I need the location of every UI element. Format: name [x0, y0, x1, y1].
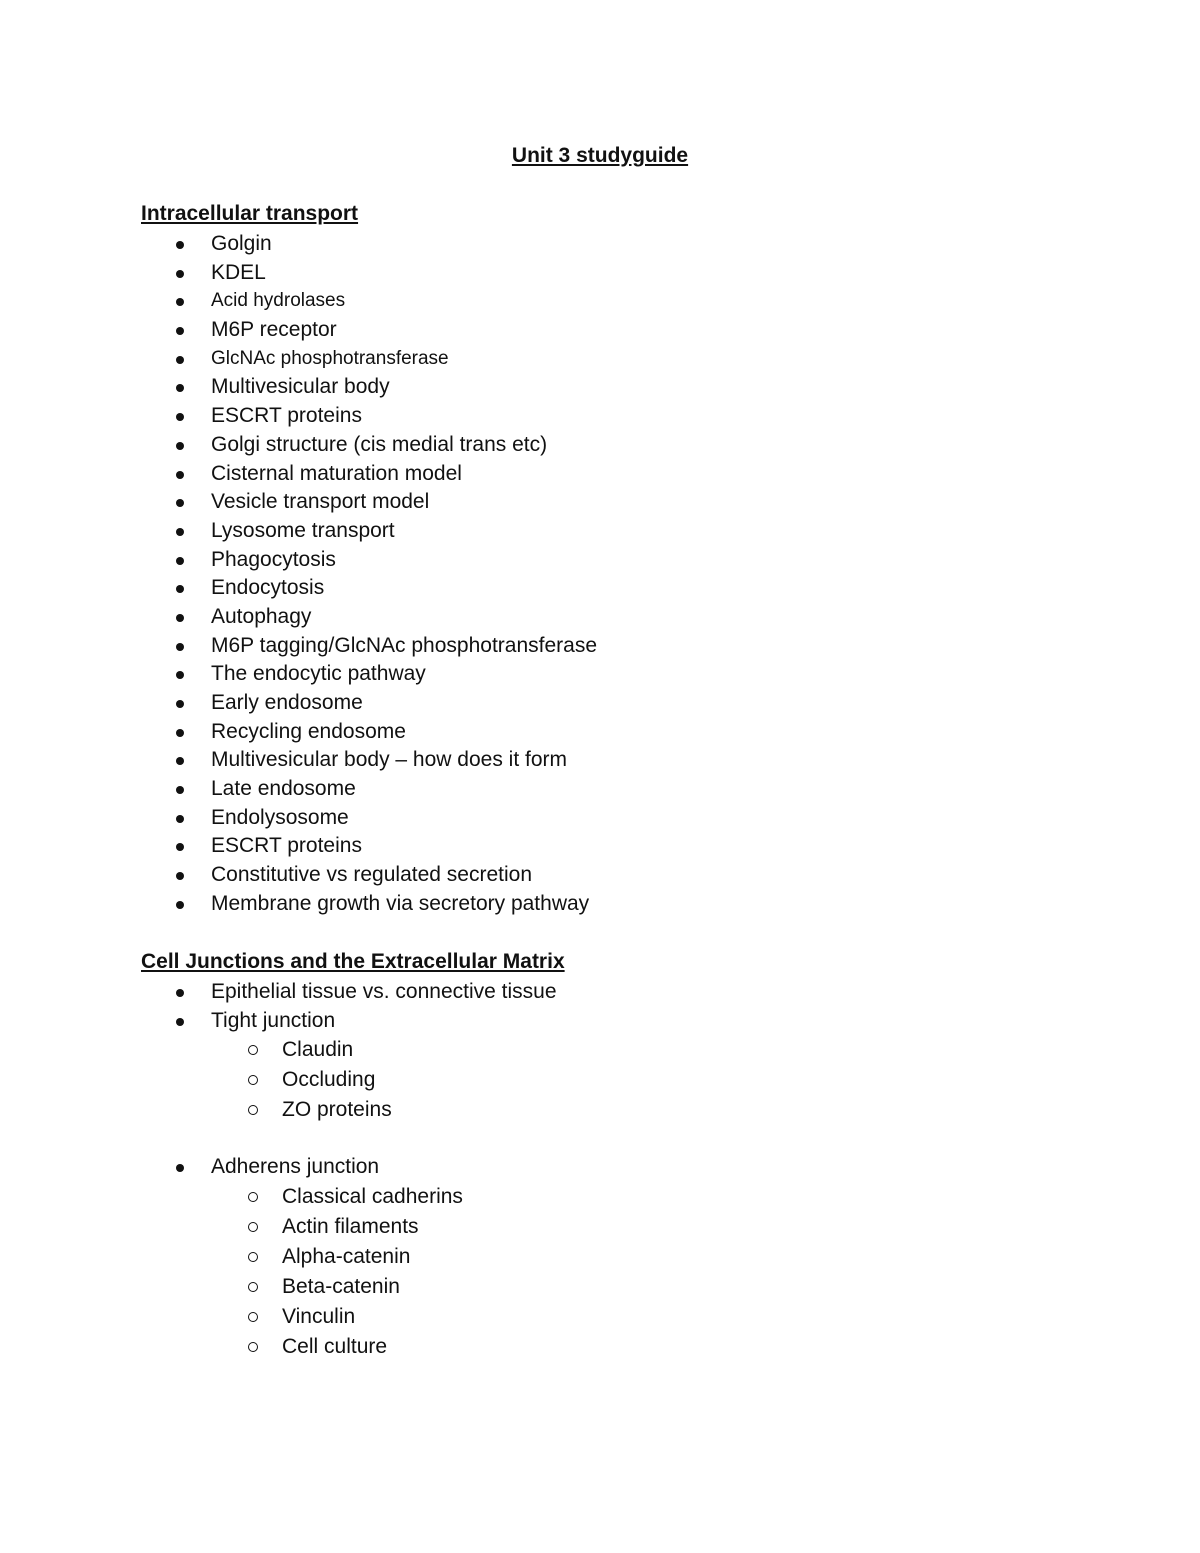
bullet-icon — [176, 643, 184, 651]
bullet-icon — [176, 528, 184, 536]
circle-bullet-icon — [248, 1075, 258, 1085]
document-title: Unit 3 studyguide — [511, 144, 689, 167]
bullet-icon — [176, 270, 184, 278]
bullet-icon — [176, 786, 184, 794]
section-heading-cell-junctions: Cell Junctions and the Extracellular Matrix — [141, 950, 565, 973]
bullet-icon — [176, 241, 184, 249]
bullet-icon — [176, 356, 184, 364]
bullet-icon — [176, 700, 184, 708]
circle-bullet-icon — [248, 1312, 258, 1322]
bullet-icon — [176, 1018, 184, 1026]
circle-bullet-icon — [248, 1192, 258, 1202]
circle-bullet-icon — [248, 1252, 258, 1262]
bullet-icon — [176, 384, 184, 392]
circle-bullet-icon — [248, 1045, 258, 1055]
bullet-icon — [176, 872, 184, 880]
bullet-icon — [176, 499, 184, 507]
bullet-icon — [176, 413, 184, 421]
circle-bullet-icon — [248, 1222, 258, 1232]
bullet-icon — [176, 557, 184, 565]
bullet-icon — [176, 614, 184, 622]
bullet-icon — [176, 757, 184, 765]
bullet-icon — [176, 843, 184, 851]
circle-bullet-icon — [248, 1105, 258, 1115]
bullet-icon — [176, 1164, 184, 1172]
document-page: Unit 3 studyguide Intracellular transport Golgin KDEL Acid hydrolases M6P receptor GlcNAc phosphotransferase Multivesicular body ESCRT proteins Golgi structure (cis medial trans etc) Cisternal maturation model Vesicle transport model Lysosome transport Phagocytosis Endocytosis Autophagy M6P tagging/GlcNAc phosphotransferase The endocytic pathway Early endosome Recycling endosome Multivesicular body – how does it form Late endosome Endolysosome ESCRT proteins Constitutive vs regulated secretion Membrane growth via secretory pathway Cell Junctions and the Extracellular Matrix Epithelial tissue vs. connective tissue Tight junction Claudin Occluding ZO proteins Adherens junction Classical cadherins Actin filaments Alpha-catenin Beta-catenin Vinculin Cell culture — [0, 0, 1200, 1553]
bullet-icon — [176, 901, 184, 909]
bullet-icon — [176, 989, 184, 997]
bullet-icon — [176, 471, 184, 479]
bullet-icon — [176, 298, 184, 306]
circle-bullet-icon — [248, 1342, 258, 1352]
section-heading-intracellular-transport: Intracellular transport — [141, 202, 359, 225]
bullet-icon — [176, 442, 184, 450]
bullet-icon — [176, 585, 184, 593]
bullet-icon — [176, 327, 184, 335]
bullet-icon — [176, 671, 184, 679]
circle-bullet-icon — [248, 1282, 258, 1292]
bullet-icon — [176, 729, 184, 737]
bullet-icon — [176, 815, 184, 823]
